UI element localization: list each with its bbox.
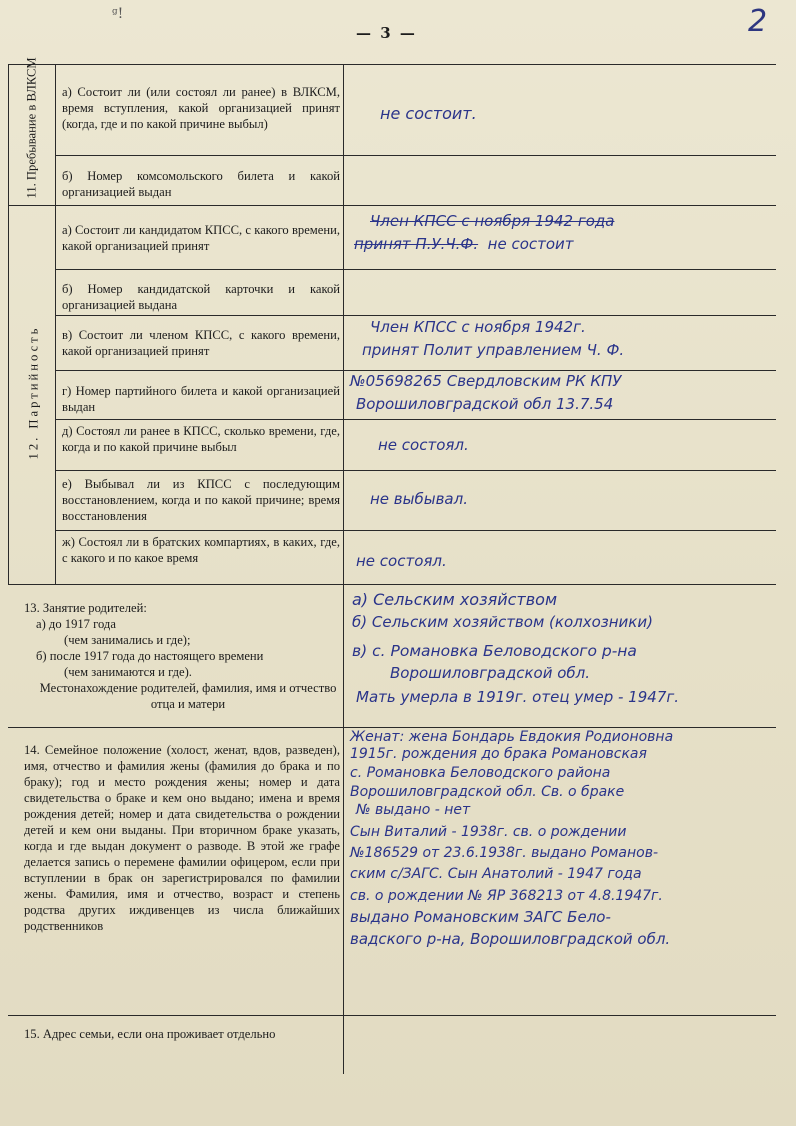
answer-12a-line2: [354, 235, 574, 253]
section11-title: 11. Пребывание в ВЛКСМ: [24, 57, 39, 199]
answer-12c-line1: Член КПСС с ноября 1942г.: [370, 318, 586, 336]
answer-13a: а) Сельским хозяйством: [352, 590, 558, 609]
answer-12g: не состоял.: [356, 552, 447, 570]
question-13c: Местонахождение родителей, фамилия, имя и отчество отца и матери: [39, 681, 337, 711]
answer-12f: не выбывал.: [370, 490, 468, 508]
answer-14-line9: св. о рождении № ЯР 368213 от 4.8.1947г.: [350, 888, 663, 904]
page-number: — 3 —: [356, 24, 417, 42]
answer-14-line3: с. Романовка Беловодского района: [350, 765, 611, 781]
answer-14-line11: вадского р-на, Ворошиловградской обл.: [350, 930, 671, 948]
row-divider: [55, 419, 776, 420]
question-13a-note: (чем занимались и где);: [64, 633, 191, 647]
question-11a: а) Состоит ли (или состоял ли ранее) в ВЛКСМ, время вступления, какой организацией принят (когда, где и по какой причине выбыл): [62, 85, 340, 131]
row-divider: [55, 315, 776, 316]
question-12g: ж) Состоял ли в братских компартиях, в каких, где, с какого и по какое время: [62, 535, 340, 565]
ink-mark: ᵍ!: [112, 6, 124, 22]
answer-13c-line1: в) с. Романовка Беловодского р-на: [352, 642, 637, 660]
answer-12d-line2: Ворошиловградской обл 13.7.54: [356, 395, 614, 413]
section12-title: 12. Партийность: [26, 325, 41, 460]
section-divider: [8, 205, 776, 206]
row-divider: [55, 530, 776, 531]
row-divider: [55, 470, 776, 471]
question-13-title: 13. Занятие родителей:: [24, 601, 147, 615]
question-13a: а) до 1917 года: [36, 617, 116, 631]
question-13b-note: (чем занимаются и где).: [64, 665, 192, 679]
question-14: 14. Семейное положение (холост, женат, вдов, разведен), имя, отчество и фамилия жены (фамилия до брака и по браку); год и место рождения жены; номер и дата свидетельства о браке и кем оно выдано; имена и время рождения детей; номер и дата свидетельства о рождении детей и кем они выданы. При вторичном браке указать, когда и где выдан документ о разводе. В этой же графе делается запись о перемене фамилии офицером, если при вступлении в брак он зарегистрировался по фамилии жены. Фамилия, имя и отчество, возраст и степень родства других иждивенцев из числа ближайших родственников: [24, 743, 340, 933]
answer-13c-line3: Мать умерла в 1919г. отец умер - 1947г.: [356, 688, 680, 706]
answer-14-line7: №186529 от 23.6.1938г. выдано Романов-: [350, 845, 659, 861]
question-12f: е) Выбывал ли из КПСС с последующим восстановлением, когда и по какой причине; время восстановления: [62, 477, 340, 523]
answer-14-line10: выдано Романовским ЗАГС Бело-: [350, 908, 611, 926]
answer-12e: не состоял.: [378, 436, 469, 454]
answer-12c-line2: принят Полит управлением Ч. Ф.: [362, 341, 625, 359]
row-divider: [55, 155, 776, 156]
answer-12d-line1: №05698265 Свердловским РК КПУ: [350, 372, 622, 390]
row-divider: [55, 370, 776, 371]
question-13b: б) после 1917 года до настоящего времени: [36, 649, 264, 663]
section-divider: [8, 1015, 776, 1016]
answer-12a-status: не состоит: [487, 235, 574, 253]
question-12a: а) Состоит ли кандидатом КПСС, с какого времени, какой организацией принят: [62, 223, 340, 253]
section-divider: [8, 584, 776, 585]
table-top-border: [8, 64, 776, 65]
answer-11a: не состоит.: [380, 104, 477, 123]
answer-14-line4: Ворошиловградской обл. Св. о браке: [350, 784, 625, 800]
question-12e: д) Состоял ли ранее в КПСС, сколько времени, где, когда и по какой причине выбыл: [62, 424, 340, 454]
sheet-number: 2: [748, 4, 768, 39]
answer-12a-line1: Член КПСС с ноября 1942 года: [370, 212, 615, 230]
answer-13c-line2: Ворошиловградской обл.: [390, 664, 590, 682]
answer-14-line8: ским с/ЗАГС. Сын Анатолий - 1947 года: [350, 866, 642, 882]
question-11b: б) Номер комсомольского билета и какой организацией выдан: [62, 169, 340, 199]
answer-14-line5: № выдано - нет: [356, 802, 471, 818]
table-left-border: [8, 64, 9, 584]
question-12b: б) Номер кандидатской карточки и какой организацией выдана: [62, 282, 340, 312]
answer-12a-struck: принят П.У.Ч.Ф.: [354, 235, 479, 253]
question-12d: г) Номер партийного билета и какой организацией выдан: [62, 384, 340, 414]
answer-14-line2: 1915г. рождения до брака Романовская: [350, 746, 647, 762]
answer-14-line1: Женат: жена Бондарь Евдокия Родионовна: [350, 729, 674, 745]
row-divider: [55, 269, 776, 270]
question-answer-divider: [343, 64, 344, 1074]
question-12c: в) Состоит ли членом КПСС, с какого времени, какой организацией принят: [62, 328, 340, 358]
question-15: 15. Адрес семьи, если она проживает отдельно: [24, 1027, 276, 1041]
section-title-column-border: [55, 64, 56, 584]
answer-14-line6: Сын Виталий - 1938г. св. о рождении: [350, 824, 627, 840]
answer-13b: б) Сельским хозяйством (колхозники): [352, 613, 653, 631]
